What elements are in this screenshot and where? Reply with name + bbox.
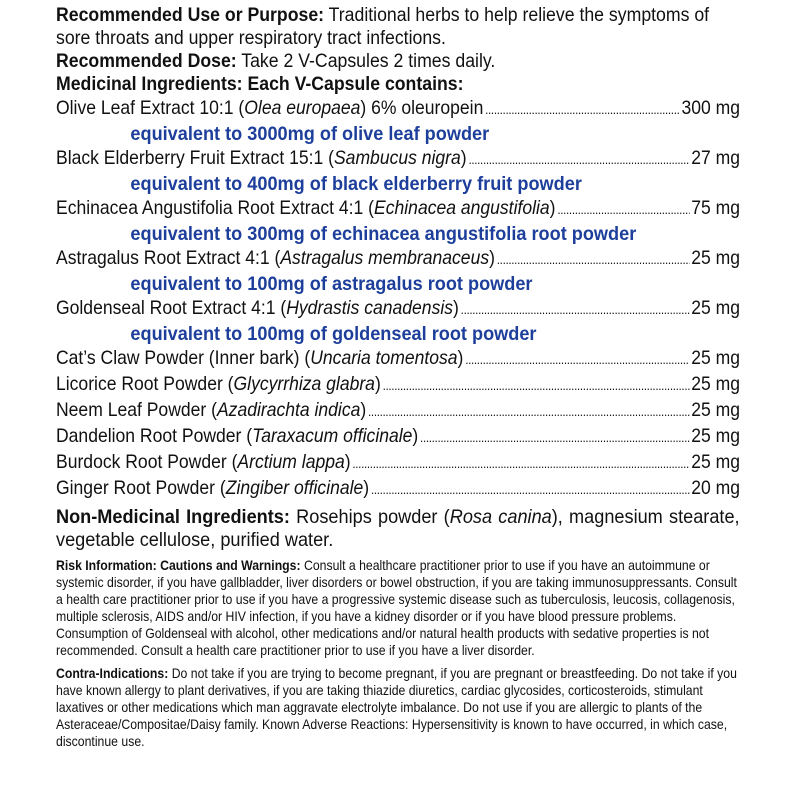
ingredient-name-suffix: )	[489, 247, 495, 269]
ingredient-name	[56, 398, 366, 422]
ingredient-name-suffix: )	[374, 373, 381, 395]
ingredient-latin-name: Arctium lappa	[237, 451, 345, 473]
ingredient-row	[56, 346, 740, 372]
ingredient-name-suffix: )	[453, 297, 459, 319]
recommended-use-label: Recommended Use or Purpose:	[56, 5, 325, 26]
ingredient-name	[56, 372, 381, 396]
non-medicinal-text-before: Rosehips powder (	[289, 506, 450, 528]
ingredient-name-suffix: )	[457, 347, 464, 369]
ingredient-name-text: Astragalus Root Extract 4:1 (	[56, 247, 281, 269]
ingredient-name-text: Olive Leaf Extract 10:1 (	[56, 97, 245, 119]
ingredient-amount: 25 mg	[691, 451, 740, 473]
ingredient-amount: 25 mg	[691, 247, 740, 269]
ingredient-row	[56, 476, 740, 502]
ingredient-name	[56, 96, 483, 120]
ingredient-row	[56, 96, 740, 122]
ingredient-amount: 20 mg	[691, 477, 740, 499]
ingredient-row	[56, 196, 740, 222]
ingredient-equivalent: equivalent to 100mg of astragalus root powder	[130, 273, 533, 295]
ingredient-name	[56, 346, 463, 370]
dot-leader	[465, 346, 689, 372]
ingredient-name-suffix: )	[549, 197, 556, 219]
ingredient-latin-name: Azadirachta indica	[216, 399, 361, 421]
ingredient-name-text: Echinacea Angustifolia Root Extract 4:1 (	[56, 197, 375, 219]
non-medicinal-latin: Rosa canina	[449, 506, 552, 528]
ingredient-row	[56, 372, 740, 398]
ingredient-row	[56, 424, 740, 450]
ingredient-name-text: Ginger Root Powder (	[56, 477, 226, 499]
ingredient-row	[56, 296, 740, 322]
recommended-use-text: Traditional herbs to help relieve the symptoms of sore throats and upper respiratory tract infections.	[56, 5, 710, 49]
ingredient-name	[56, 246, 495, 270]
ingredient-latin-name: Olea europaea	[244, 97, 361, 119]
dot-leader	[420, 424, 689, 450]
ingredient-name-text: Goldenseal Root Extract 4:1 (	[56, 297, 287, 319]
ingredient-latin-name: Sambucus nigra	[333, 147, 461, 169]
ingredient-latin-name: Glycyrrhiza glabra	[233, 373, 375, 395]
medicinal-ingredients-heading: Medicinal Ingredients: Each V-Capsule contains:	[56, 74, 464, 95]
ingredient-name	[56, 450, 351, 474]
ingredient-name-text: Neem Leaf Powder (	[56, 399, 217, 421]
ingredient-name-suffix: )	[344, 451, 351, 473]
ingredient-amount: 300 mg	[681, 97, 740, 119]
ingredient-name-text: Dandelion Root Powder (	[56, 425, 253, 447]
ingredient-amount: 25 mg	[691, 297, 740, 319]
ingredient-equivalent: equivalent to 300mg of echinacea angustifolia root powder	[130, 223, 637, 245]
ingredient-latin-name: Hydrastis canadensis	[286, 297, 454, 319]
ingredient-row	[56, 450, 740, 476]
ingredient-latin-name: Taraxacum officinale	[252, 425, 413, 447]
ingredient-amount: 25 mg	[691, 347, 740, 369]
dot-leader	[468, 146, 689, 172]
ingredient-name	[56, 476, 369, 500]
ingredient-name-suffix: ) 6% oleuropein	[360, 97, 484, 119]
ingredient-latin-name: Zingiber officinale	[225, 477, 364, 499]
ingredient-row	[56, 398, 740, 424]
contra-indications-text: Do not take if you are trying to become pregnant, if you are pregnant or breastfeeding. Do not take if you have known allergy to plant derivatives, if you are taking thiazide diuretics, cardiac glycosides, corticosteroids, stimulant laxatives or other medications which man aggravate electrolyte imbalance. Do not use if you are allergic to plants of the Asteraceae/Compositae/Daisy family. Known Adverse Reactions: Hypersensitivity is known to have occurred, in which case, discontinue use.	[56, 665, 737, 749]
ingredient-latin-name: Echinacea angustifolia	[374, 197, 550, 219]
dot-leader	[371, 476, 689, 502]
risk-information-section	[56, 557, 743, 659]
ingredient-name-text: Licorice Root Powder (	[56, 373, 234, 395]
ingredient-name-text: Cat’s Claw Powder (Inner bark) (	[56, 347, 311, 369]
ingredient-amount: 75 mg	[691, 197, 740, 219]
ingredient-amount: 25 mg	[691, 399, 740, 421]
ingredients-list	[56, 96, 744, 502]
recommended-dose-label: Recommended Dose:	[56, 51, 237, 72]
contra-indications-label: Contra-Indications:	[56, 665, 169, 681]
ingredient-name-suffix: )	[363, 477, 370, 499]
ingredient-name-suffix: )	[412, 425, 419, 447]
dot-leader	[368, 398, 689, 424]
ingredient-equivalent: equivalent to 3000mg of olive leaf powder	[130, 123, 490, 145]
dot-leader	[461, 296, 690, 322]
non-medicinal-section	[56, 506, 740, 552]
dot-leader	[557, 196, 689, 222]
ingredient-row	[56, 246, 740, 272]
risk-information-text: Consult a healthcare practitioner prior to use if you have an autoimmune or systemic disorder, if you have gallbladder, liver disorders or bowel obstruction, if you are taking immunosuppressants. Consult a health care practitioner prior to use if you have a progressive systemic disease such as tuberculosis, leucosis, collagenosis, multiple sclerosis, AIDS and/or HIV infection, if you have a kidney disorder or if you have blood pressure problems. Consumption of Goldenseal with alcohol, other medications and/or natural health products with sedative properties is not recommended. Consult a health care practitioner prior to use if you have a liver disorder.	[56, 557, 737, 658]
dot-leader	[383, 372, 690, 398]
ingredient-name-suffix: )	[460, 147, 467, 169]
ingredient-row	[56, 146, 740, 172]
dot-leader	[352, 450, 689, 476]
ingredient-name-text: Burdock Root Powder (	[56, 451, 238, 473]
dot-leader	[497, 246, 690, 272]
ingredient-amount: 25 mg	[691, 373, 740, 395]
ingredient-name	[56, 196, 556, 220]
ingredient-name-suffix: )	[360, 399, 367, 421]
ingredient-latin-name: Uncaria tomentosa	[310, 347, 458, 369]
recommended-use-section	[56, 4, 744, 50]
ingredient-equivalent: equivalent to 100mg of goldenseal root powder	[130, 323, 537, 345]
recommended-dose-section	[56, 50, 744, 73]
ingredient-name-text: Black Elderberry Fruit Extract 15:1 (	[56, 147, 334, 169]
ingredient-amount: 27 mg	[691, 147, 740, 169]
ingredient-amount: 25 mg	[691, 425, 740, 447]
dot-leader	[485, 96, 680, 122]
risk-information-label: Risk Information: Cautions and Warnings:	[56, 557, 301, 573]
recommended-dose-text: Take 2 V-Capsules 2 times daily.	[236, 51, 496, 72]
non-medicinal-text-after: ), magnesium stearate, vegetable cellulose, purified water.	[56, 506, 740, 551]
ingredient-latin-name: Astragalus membranaceus	[280, 247, 490, 269]
ingredient-name	[56, 424, 418, 448]
ingredient-equivalent: equivalent to 400mg of black elderberry fruit powder	[130, 173, 582, 195]
ingredient-name	[56, 146, 467, 170]
contra-indications-section	[56, 665, 743, 750]
non-medicinal-label: Non-Medicinal Ingredients:	[56, 506, 290, 528]
ingredient-name	[56, 296, 459, 320]
